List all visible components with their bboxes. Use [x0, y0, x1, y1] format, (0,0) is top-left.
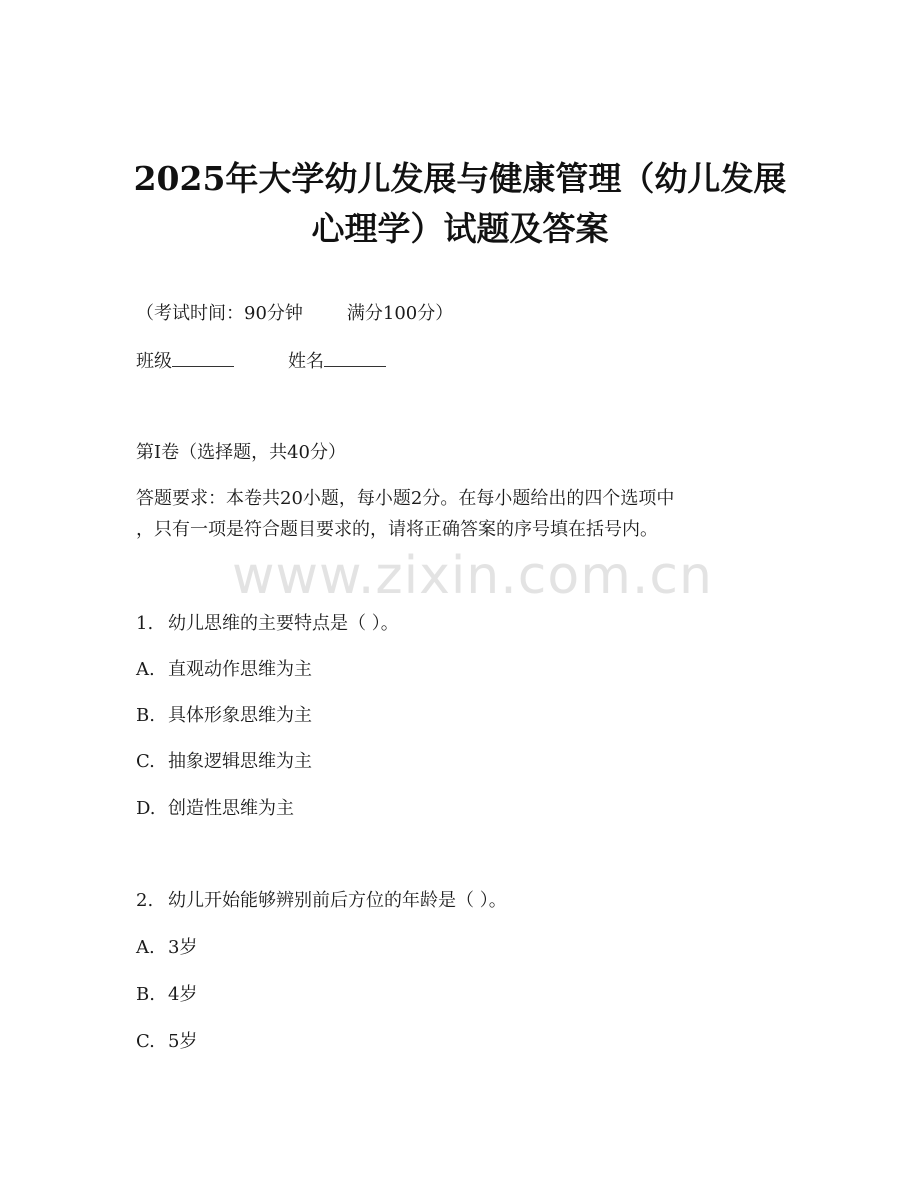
document-title-line-1: 2025年大学幼儿发展与健康管理（幼儿发展	[133, 159, 787, 198]
section-title: 第I卷（选择题，共40分）	[136, 442, 347, 463]
class-blank	[172, 350, 234, 367]
name-label: 姓名	[288, 351, 324, 372]
question-stem: 幼儿思维的主要特点是（ ）。	[168, 613, 399, 634]
option-text: 3岁	[168, 937, 198, 958]
option-letter: A.	[136, 937, 155, 958]
exam-time: （考试时间：90分钟	[136, 303, 303, 324]
instructions-line-1: 答题要求：本卷共20小题，每小题2分。在每小题给出的四个选项中	[136, 488, 675, 509]
option-letter: C.	[136, 751, 155, 772]
option-text: 抽象逻辑思维为主	[168, 751, 312, 772]
option-letter: B.	[136, 984, 155, 1005]
option-letter: B.	[136, 705, 155, 726]
question-2	[136, 889, 507, 913]
question-number: 1.	[136, 613, 154, 634]
question-stem: 幼儿开始能够辨别前后方位的年龄是（ ）。	[168, 890, 507, 911]
option-text: 创造性思维为主	[168, 798, 294, 819]
option-text: 4岁	[168, 984, 198, 1005]
exam-info	[136, 302, 453, 326]
watermark: www.zixin.com.cn	[232, 546, 713, 606]
question-1-option-a	[136, 658, 312, 682]
option-text: 5岁	[168, 1031, 198, 1052]
option-letter: A.	[136, 659, 155, 680]
option-letter: D.	[136, 798, 156, 819]
question-1-option-d	[136, 797, 294, 821]
question-2-option-b	[136, 983, 197, 1007]
document-title-line-2: 心理学）试题及答案	[311, 209, 609, 248]
question-1	[136, 612, 399, 636]
option-text: 直观动作思维为主	[168, 659, 312, 680]
question-2-option-c	[136, 1030, 197, 1054]
option-letter: C.	[136, 1031, 155, 1052]
option-text: 具体形象思维为主	[168, 705, 312, 726]
instructions-line-2: ，只有一项是符合题目要求的，请将正确答案的序号填在括号内。	[136, 519, 658, 540]
class-label: 班级	[136, 351, 172, 372]
question-2-option-a	[136, 936, 197, 960]
question-number: 2.	[136, 890, 154, 911]
full-score: 满分100分）	[346, 303, 454, 324]
name-blank	[324, 350, 386, 367]
question-1-option-c	[136, 750, 312, 774]
question-1-option-b	[136, 704, 312, 728]
student-info	[136, 350, 386, 374]
